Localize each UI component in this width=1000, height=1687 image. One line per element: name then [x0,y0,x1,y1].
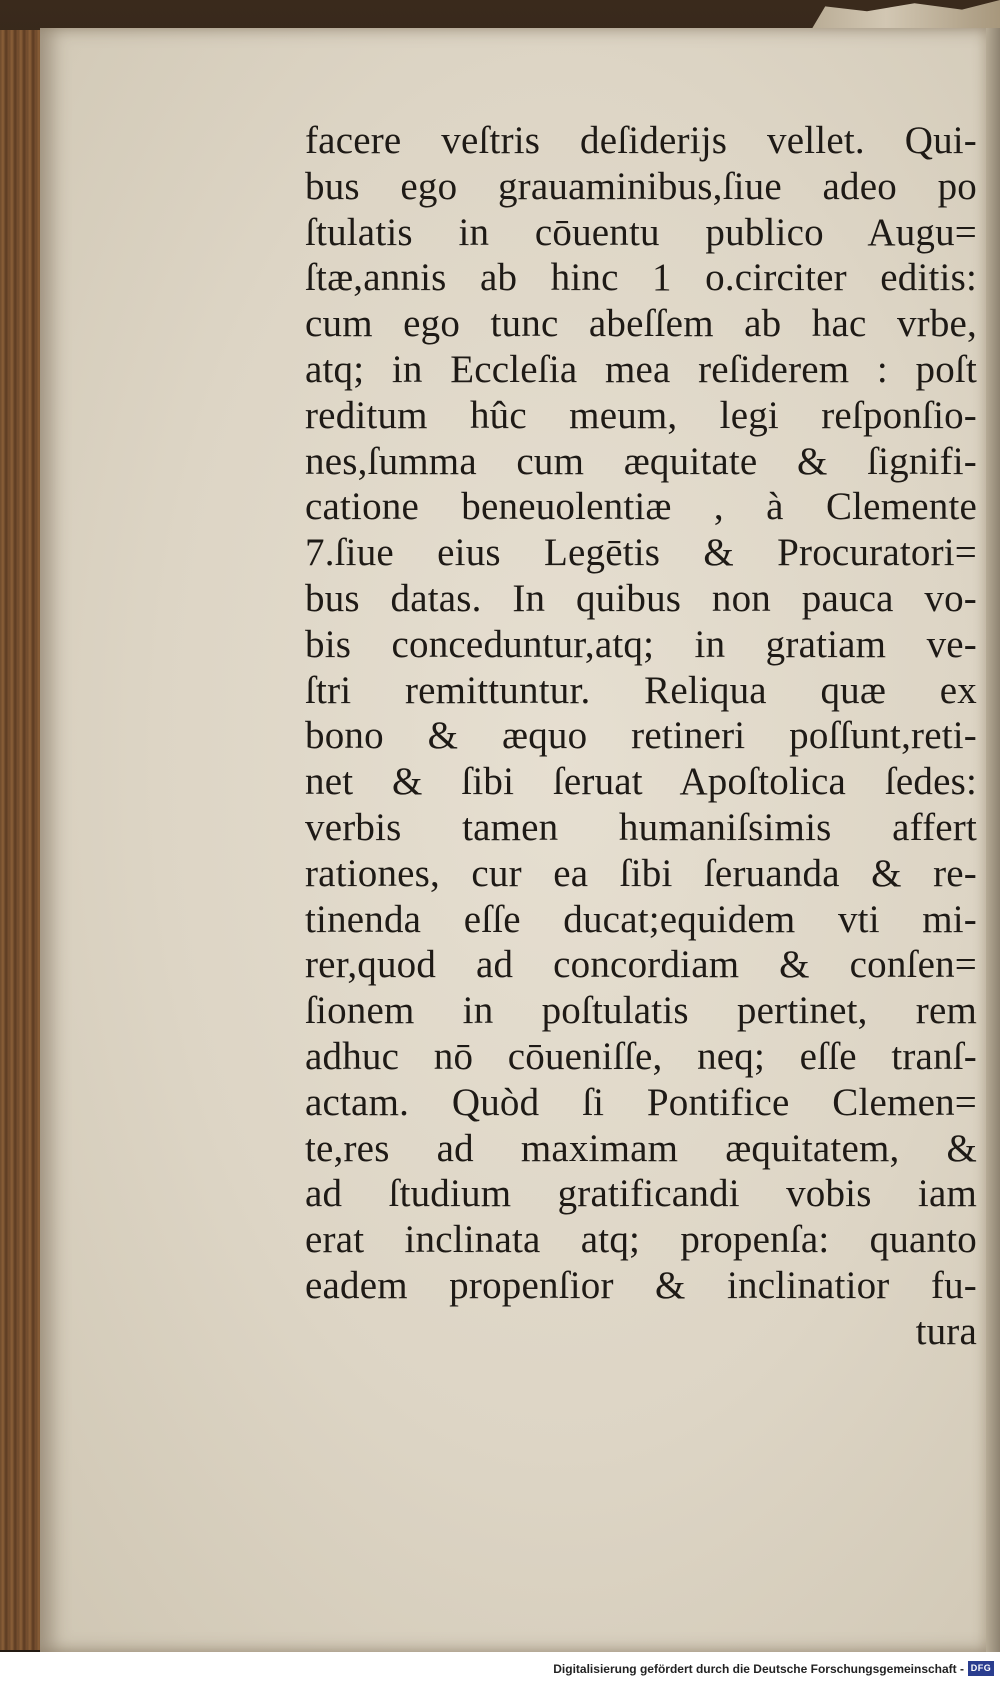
text-line: ſionem in poſtulatis pertinet, rem [305,989,977,1033]
text-line: tinenda eſſe ducat;equidem vti mi- [305,897,977,941]
text-line: erat inclinata atq; propenſa: quanto [305,1218,977,1262]
text-line: cum ego tunc abeſſem ab hac vrbe, [305,302,977,346]
text-line: facere veſtris deſiderijs vellet. Qui- [305,119,977,162]
funding-credit: Digitalisierung gefördert durch die Deutsche Forschungsgemeinschaft - [553,1662,964,1676]
text-line: bus datas. In quibus non pauca vo- [305,576,977,620]
page-text [305,118,977,1355]
text-line: nes,ſumma cum æquitate & ſignifi- [305,439,977,483]
text-line: ſtulatis in cōuentu publico Augu= [305,210,977,254]
text-line: actam. Quòd ſi Pontifice Clemen= [305,1080,977,1124]
text-line: adhuc nō cōueniſſe, neq; eſſe tranſ- [305,1034,977,1078]
text-line: rer,quod ad concordiam & conſen= [305,943,977,987]
text-line: bis conceduntur,atq; in gratiam ve- [305,622,977,666]
text-line: bono & æquo retineri poſſunt,reti- [305,714,977,758]
text-line: net & ſibi ſeruat Apoſtolica ſedes: [305,760,977,804]
text-line: te,res ad maximam æquitatem, & [305,1126,977,1170]
text-line: catione beneuolentiæ , à Clemente [305,485,977,529]
catchword: tura [915,1309,977,1353]
text-line: ad ſtudium gratificandi vobis iam [305,1172,977,1216]
text-line: 7.ſiue eius Legētis & Procuratori= [305,531,977,575]
text-line: ſtæ,annis ab hinc 1 o.circiter editis: [305,256,977,300]
text-line: atq; in Eccleſia mea reſiderem : poſt [305,347,977,391]
dfg-logo: DFG [968,1661,994,1676]
text-line: verbis tamen humaniſsimis affert [305,805,977,849]
text-line: bus ego grauaminibus,ſiue adeo po [305,164,977,208]
footer-bar [0,1652,1000,1687]
page-right-edge [986,28,1000,1652]
text-line: rationes, cur ea ſibi ſeruanda & re- [305,851,977,895]
text-line: eadem propenſior & inclinatior fu- [305,1263,977,1307]
text-line: ſtri remittuntur. Reliqua quæ ex [305,668,977,712]
text-line: reditum hûc meum, legi reſponſio- [305,393,977,437]
